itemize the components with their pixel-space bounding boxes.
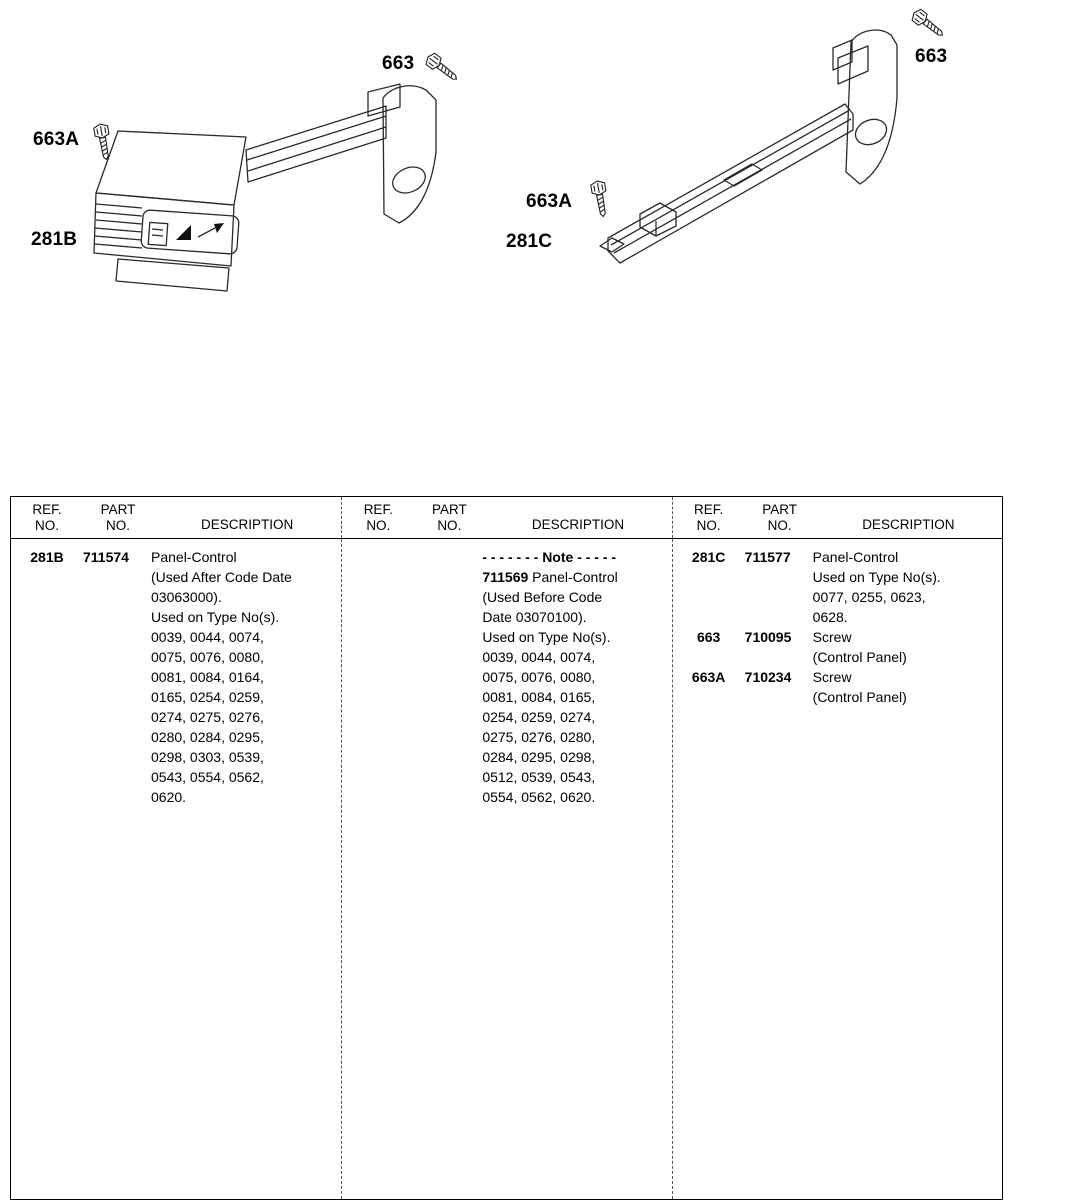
screw-663-left-icon <box>424 51 461 84</box>
table-column-2 <box>341 539 671 1199</box>
part-no: 710234 <box>744 669 792 685</box>
parts-table <box>10 496 1003 1200</box>
description-header: DESCRIPTION <box>862 517 955 532</box>
header-col-1 <box>11 497 341 538</box>
table-body <box>11 539 1002 1199</box>
part-entry <box>673 627 1002 667</box>
ref-no-header: REF. NO. <box>694 502 724 533</box>
description: Panel-Control (Used After Code Date 03063000). Used on Type No(s). 0039, 0044, 0074, 0075, 0076, 0080, 0081, 0084, 0164, 0165, 0254, 0259, 0274, 0275, 0276, 0280, 0284, 0295, 0298, 0303, 0539, 0543, 0554, 0562, 0620. <box>151 549 292 805</box>
part-no-header: PART NO. <box>762 502 798 533</box>
description: Screw (Control Panel) <box>812 669 907 705</box>
panel-281b-art <box>94 84 436 291</box>
ref-no: 281C <box>691 549 726 565</box>
description: Screw (Control Panel) <box>812 629 907 665</box>
ref-no-header: REF. NO. <box>32 502 62 533</box>
callout-663-right: 663 <box>915 46 948 67</box>
callout-281c: 281C <box>506 231 553 252</box>
callout-281b: 281B <box>31 229 78 250</box>
part-no: 710095 <box>744 629 792 645</box>
part-no-header: PART NO. <box>431 502 467 533</box>
ref-no-header: REF. NO. <box>363 502 393 533</box>
parts-diagram <box>0 0 1073 495</box>
part-entry <box>673 667 1002 707</box>
screw-663a-left-icon <box>93 123 113 161</box>
ref-no: 663 <box>696 629 721 645</box>
panel-281c-art <box>600 30 897 263</box>
description: Panel-Control Used on Type No(s). 0077, 0255, 0623, 0628. <box>812 549 941 625</box>
part-no <box>414 547 474 807</box>
table-column-3 <box>672 539 1002 1199</box>
callout-663a-left: 663A <box>33 129 80 150</box>
part-no: 711574 <box>83 549 129 565</box>
ref-no: 281B <box>30 549 64 565</box>
callout-663-left: 663 <box>382 53 415 74</box>
description: - - - - - - - Note - - - - - 711569 Panel-Control (Used Before Code Date 03070100). Used on Type No(s). 0039, 0044, 0074, 0075, 0076, 0080, 0081, 0084, 0165, 0254, 0259, 0274, 0275, 0276, 0280, 0284, 0295, 0298, 0512, 0539, 0543, 0554, 0562, 0620. <box>482 549 618 805</box>
screw-663-right-icon <box>910 7 947 40</box>
table-header <box>11 497 1002 539</box>
ref-no: 663A <box>691 669 726 685</box>
screw-663a-right-icon <box>590 180 610 218</box>
table-column-1 <box>11 539 341 1199</box>
description-header: DESCRIPTION <box>531 517 625 532</box>
header-col-2 <box>341 497 671 538</box>
part-entry <box>342 547 671 807</box>
part-entry <box>11 547 341 807</box>
part-entry <box>673 547 1002 627</box>
ref-no <box>350 547 406 807</box>
part-no: 711577 <box>744 549 791 565</box>
description-header: DESCRIPTION <box>201 517 294 532</box>
header-col-3 <box>672 497 1002 538</box>
callout-663a-right: 663A <box>526 191 573 212</box>
part-no-header: PART NO. <box>100 502 136 533</box>
